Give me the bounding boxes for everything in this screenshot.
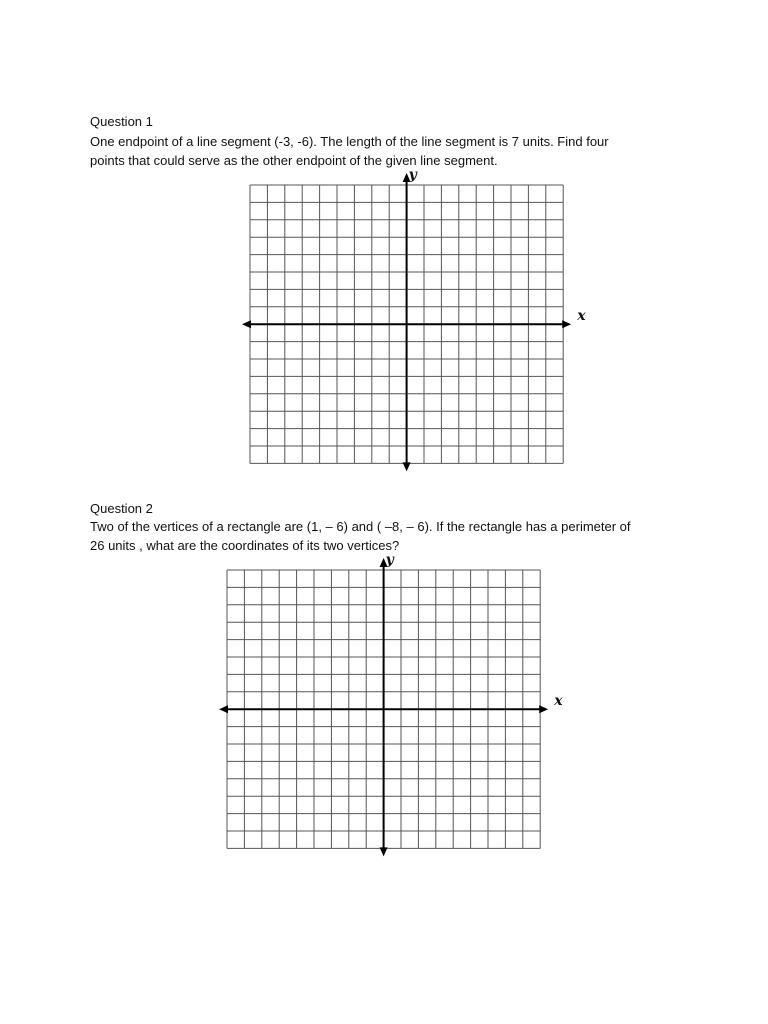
x-axis-arrow-right [539,705,548,713]
question-2-text [90,517,680,555]
question-2-label: Question 2 [90,501,153,516]
x-axis-arrow-right [562,320,571,328]
question-2-text-line-1: Two of the vertices of a rectangle are (1, – 6) and ( –8, – 6). If the rectangle has a perimeter of [90,519,631,534]
y-axis-label: y [385,552,394,568]
y-axis-arrow-down [380,847,388,856]
axes [242,173,571,471]
x-axis-label: x [577,308,586,325]
y-axis-arrow-down [403,462,411,471]
question-1-text-line-1: One endpoint of a line segment (-3, -6). The length of the line segment is 7 units. Find four [90,134,609,149]
question-1-text-line-2: points that could serve as the other endpoint of the given line segment. [90,153,498,168]
x-axis-arrow-left [219,705,228,713]
axes [219,558,548,856]
question-1-text [90,132,680,170]
question-1-label: Question 1 [90,114,153,129]
question-2-text-line-2: 26 units , what are the coordinates of its two vertices? [90,538,400,553]
x-axis-label: x [554,693,563,710]
coordinate-grid-2 [218,552,563,856]
x-axis-arrow-left [242,320,251,328]
y-axis-label: y [408,167,417,183]
coordinate-grid-1 [240,167,586,470]
